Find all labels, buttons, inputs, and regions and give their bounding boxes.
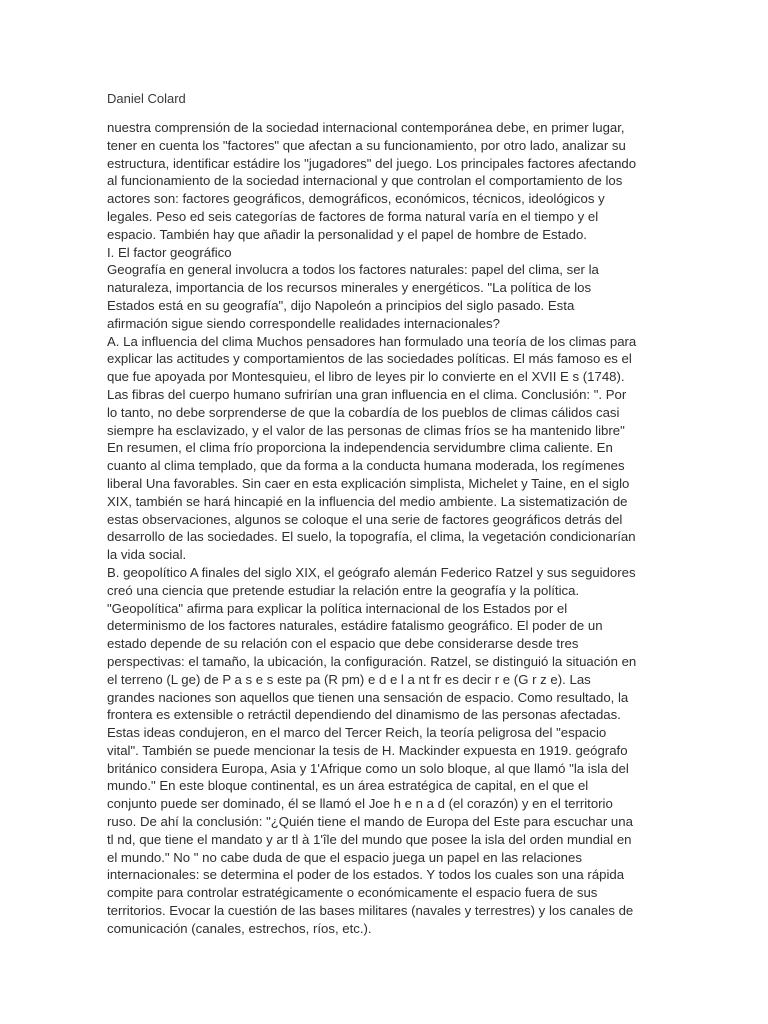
text-line: liberal Una favorables. Sin caer en esta explicación simplista, Michelet y Taine, en el siglo [107,475,630,491]
text-line: Estas ideas condujeron, en el marco del Tercer Reich, la teoría peligrosa del "espacio [107,725,607,741]
text-line: al funcionamiento de la sociedad internacional y que controlan el comportamiento de los [107,173,623,189]
text-line: territorios. Evocar la cuestión de las bases militares (navales y terrestres) y los canales de [107,903,634,919]
author-name: Daniel Colard [107,91,186,106]
text-line: lo tanto, no debe sorprenderse de que la cobardía de los pueblos de climas cálidos casi [107,404,620,420]
text-line: estas observaciones, algunos se coloque el una serie de factores geográficos detrás del [107,511,623,527]
text-line: el terreno (L ge) de P a s e s este pa (R pm) e d e l a nt fr es decir r e (G r z e). Las [107,671,591,687]
text-line: compite para controlar estratégicamente o económicamente el espacio fuera de sus [107,885,598,901]
text-line: el mundo." No " no cabe duda de que el espacio juega un papel en las relaciones [107,849,582,865]
text-line: la vida social. [107,547,187,563]
text-line: B. geopolítico A finales del siglo XIX, el geógrafo alemán Federico Ratzel y sus seguidores [107,564,636,580]
text-line: A. La influencia del clima Muchos pensadores han formulado una teoría de los climas para [107,333,637,349]
text-line: afirmación sigue siendo correspondelle realidades internacionales? [107,315,500,331]
text-line: vital". También se puede mencionar la tesis de H. Mackinder expuesta en 1919. geógrafo [107,742,628,758]
text-line: En resumen, el clima frío proporciona la independencia servidumbre clima caliente. En [107,440,613,456]
text-line: estructura, identificar estádire los "jugadores" del juego. Los principales factores afectando [107,155,637,171]
text-line: mundo." En este bloque continental, es un área estratégica de capital, en el que el [107,778,589,794]
text-line: desarrollo de las sociedades. El suelo, la topografía, el clima, la vegetación condicionarían [107,529,636,545]
text-line: frontera es extensible o retráctil dependiendo del dinamismo de las personas afectadas. [107,707,621,723]
text-line: actores son: factores geográficos, demográficos, económicos, técnicos, ideológicos y [107,191,605,207]
text-line: legales. Peso ed seis categorías de factores de forma natural varía en el tiempo y el [107,208,599,224]
body-text [107,119,667,938]
text-line: nuestra comprensión de la sociedad internacional contemporánea debe, en primer lugar, [107,120,625,135]
text-line: determinismo de los factores naturales, estádire fatalismo geográfico. El poder de un [107,618,603,634]
text-line: perspectivas: el tamaño, la ubicación, la configuración. Ratzel, se distinguió la situación en [107,653,637,669]
text-line: Estados está en su geografía", dijo Napoleón a principios del siglo pasado. Esta [107,297,575,313]
text-line: cuanto al clima templado, que da forma a la conducta humana moderada, los regímenes [107,458,625,474]
text-line: Las fibras del cuerpo humano sufrirían una gran influencia en el clima. Conclusión: ". Por [107,386,627,402]
text-line: I. El factor geográfico [107,244,232,260]
text-line: que fue apoyada por Montesquieu, el libro de leyes pir lo convierte en el XVII E s (1748). [107,369,625,385]
text-line: Geografía en general involucra a todos los factores naturales: papel del clima, ser la [107,262,599,278]
text-line: siempre ha esclavizado, y el valor de las personas de climas fríos se ha mantenido libre" [107,422,625,438]
text-line: tl nd, que tiene el mandato y ar tl à 1'île del mundo que posee la isla del orden mundial en [107,831,632,847]
text-line: espacio. También hay que añadir la personalidad y el papel de hombre de Estado. [107,226,587,242]
text-line: conjunto puede ser dominado, él se llamó el Joe h e n a d (el corazón) y en el territorio [107,796,613,812]
text-line: naturaleza, importancia de los recursos minerales y energéticos. "La política de los [107,280,592,296]
text-line: XIX, también se hará hincapié en la influencia del medio ambiente. La sistematización de [107,493,628,509]
text-line: comunicación (canales, estrechos, ríos, etc.). [107,920,372,936]
text-line: tener en cuenta los "factores" que afectan a su funcionamiento, por otro lado, analizar su [107,137,626,153]
text-line: explicar las actitudes y comportamientos de las sociedades políticas. El más famoso es el [107,351,632,367]
text-line: británico considera Europa, Asia y 1'Afrique como un solo bloque, al que llamó "la isla del [107,760,629,776]
text-line: "Geopolítica" afirma para explicar la política internacional de los Estados por el [107,600,568,616]
text-line: ruso. De ahí la conclusión: "¿Quién tiene el mando de Europa del Este para escuchar una [107,814,633,830]
text-line: grandes naciones son aquellos que tienen una sensación de espacio. Como resultado, la [107,689,629,705]
text-line: internacionales: se determina el poder de los estados. Y todos los cuales son una rápida [107,867,625,883]
text-line: creó una ciencia que pretende estudiar la relación entre la geografía y la política. [107,582,580,598]
text-line: estado depende de su relación con el espacio que debe considerarse desde tres [107,636,579,652]
